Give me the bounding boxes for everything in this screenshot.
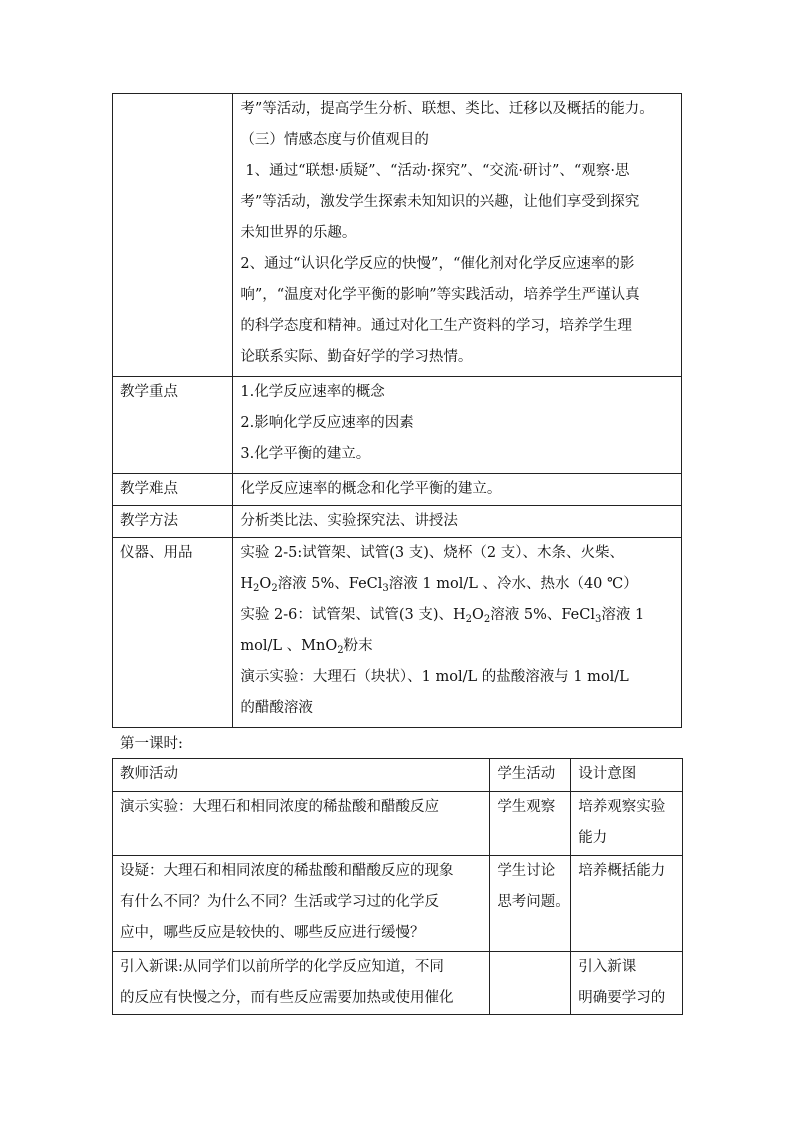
table-row [113,792,683,856]
intent-cell: 培养概括能力 [571,856,683,952]
equipment-label-cell [113,538,233,728]
teacher-cell: 引入新课:从同学们以前所学的化学反应知道，不同 的反应有快慢之分，而有些反应需要加热或使用催化 [113,952,490,1015]
teacher-cell: 演示实验：大理石和相同浓度的稀盐酸和醋酸反应 [113,792,490,856]
section3-heading: （三）情感态度与价值观目的 [240,132,429,148]
objectives-content-cell [233,94,682,377]
equipment-content-cell [233,538,682,728]
key-point-item: 2.影响化学反应速率的因素 [240,415,414,431]
lesson-plan-table [112,93,682,728]
objective-text-line: 考”等活动，激发学生探索未知知识的兴趣，让他们享受到探究 [240,194,640,210]
methods-row [113,506,682,538]
difficulties-content-cell [233,474,682,506]
table-row [113,856,683,952]
objective-text-line: 2、通过“认识化学反应的快慢”，“催化剂对化学反应速率的影 [240,256,635,272]
objective-text-line: 1、通过“联想·质疑”、“活动·探究”、“交流·研讨”、“观察·思 [245,163,630,179]
objectives-label-cell [113,94,233,377]
teacher-cell: 设疑：大理石和相同浓度的稀盐酸和醋酸反应的现象 有什么不同？为什么不同？生活或学习过的化学反 应中，哪些反应是较快的、哪些反应进行缓慢？ [113,856,490,952]
difficulties-label-cell [113,474,233,506]
difficulties-label: 教学难点 [120,481,178,497]
methods-content-cell [233,506,682,538]
equipment-label: 仪器、用品 [120,545,193,561]
intent-cell: 引入新课 明确要学习的 [571,952,683,1015]
equipment-row [113,538,682,728]
header-cell: 设计意图 [571,759,683,792]
table-header-row [113,759,683,792]
difficulties-text: 化学反应速率的概念和化学平衡的建立。 [240,481,502,497]
objective-text-line: 的科学态度和精神。通过对化工生产资料的学习，培养学生理 [240,318,632,334]
header-cell: 学生活动 [490,759,571,792]
equipment-line: 实验 2-5:试管架、试管(3 支)、烧杯（2 支）、木条、火柴、 [240,545,624,561]
table-row [113,952,683,1015]
intent-cell: 培养观察实验 能力 [571,792,683,856]
difficulties-row [113,474,682,506]
key-point-item: 1.化学反应速率的概念 [240,384,385,400]
key-points-label-cell [113,377,233,474]
lesson-activities-table [112,758,683,1015]
objective-text-line: 论联系实际、勤奋好学的学习热情。 [240,349,473,365]
key-point-item: 3.化学平衡的建立。 [240,446,371,462]
student-cell [490,952,571,1015]
objective-text-line: 考”等活动，提高学生分析、联想、类比、迁移以及概括的能力。 [240,101,654,117]
objectives-row [113,94,682,377]
key-points-content-cell [233,377,682,474]
equipment-line: mol/L 、MnO$_2$粉末 [240,638,373,656]
key-points-row [113,377,682,474]
key-points-label: 教学重点 [120,384,178,400]
methods-label-cell [113,506,233,538]
objective-text-line: 未知世界的乐趣。 [240,225,357,241]
header-cell: 教师活动 [113,759,490,792]
lesson-caption: 第一课时: [120,736,183,752]
equipment-line: 实验 2-6：试管架、试管(3 支)、$H_2O_2$溶液 5%、FeCl$_3$溶液 1 [240,607,645,625]
student-cell: 学生观察 [490,792,571,856]
student-cell: 学生讨论 思考问题。 [490,856,571,952]
methods-label: 教学方法 [120,513,178,529]
equipment-line: 演示实验：大理石（块状）、1 mol/L 的盐酸溶液与 1 mol/L [240,669,629,685]
methods-text: 分析类比法、实验探究法、讲授法 [240,513,458,529]
equipment-line: $H_2O_2$溶液 5%、FeCl$_3$溶液 1 mol/L 、冷水、热水（40 ℃） [240,576,638,594]
equipment-line: 的醋酸溶液 [240,700,313,716]
objective-text-line: 响”，“温度对化学平衡的影响”等实践活动，培养学生严谨认真 [240,287,640,303]
